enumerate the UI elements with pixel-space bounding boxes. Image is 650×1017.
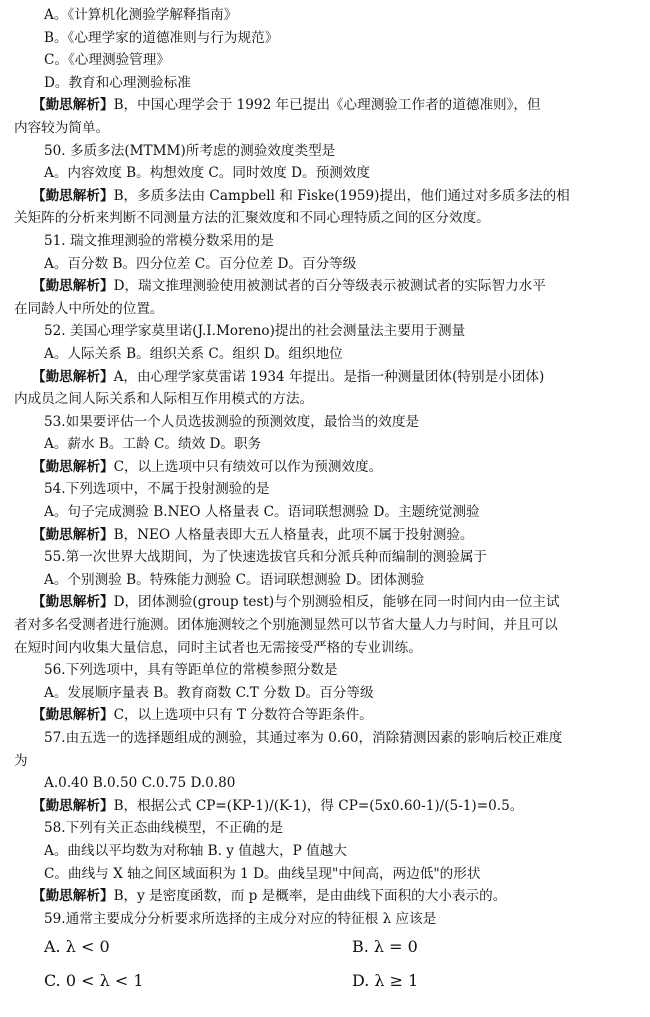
explanation-line — [14, 704, 640, 727]
option-line — [14, 433, 640, 456]
explanation-line — [14, 185, 640, 208]
explanation-line — [14, 94, 640, 117]
line-text: 内成员之间人际关系和人际相互作用模式的方法。 — [14, 391, 314, 408]
explanation-label: 【勤思解析】 — [32, 594, 114, 611]
line-text: 51. 瑞文推理测验的常模分数采用的是 — [44, 232, 274, 249]
line-text: 56.下列选项中，具有等距单位的常模参照分数是 — [44, 662, 338, 679]
line-text: 为 — [14, 752, 28, 769]
option-line — [14, 682, 640, 705]
explanation-label: 【勤思解析】 — [32, 888, 114, 905]
line-text: 54.下列选项中，不属于投射测验的是 — [44, 481, 270, 498]
option-line — [14, 49, 640, 72]
line-text: B，中国心理学会于 1992 年已提出《心理测验工作者的道德准则》，但 — [113, 97, 541, 114]
option-line — [14, 343, 640, 366]
continuation-line — [14, 614, 640, 637]
line-text: A.0.40 B.0.50 C.0.75 D.0.80 — [44, 775, 236, 792]
line-text: 59.通常主要成分分析要求所选择的主成分对应的特征根 λ 应该是 — [44, 910, 437, 927]
line-text: 55.第一次世界大战期间，为了快速选拔官兵和分派兵种而编制的测验属于 — [44, 549, 488, 566]
line-text: 关矩阵的分析来判断不同测量方法的汇聚效度和不同心理特质之间的区分效度。 — [14, 210, 490, 227]
line-text: A。句子完成测验 B.NEO 人格量表 C。语词联想测验 D。主题统觉测验 — [44, 504, 480, 521]
math-option: D. λ ≥ 1 — [352, 971, 419, 991]
explanation-line — [14, 885, 640, 908]
line-text: B，y 是密度函数，而 p 是概率，是由曲线下面积的大小表示的。 — [113, 888, 507, 905]
question-line — [14, 230, 640, 253]
line-text: A。内容效度 B。构想效度 C。同时效度 D。预测效度 — [44, 165, 370, 182]
line-text: 者对多名受测者进行施测。团体施测较之个别施测显然可以节省大量人力与时间，并且可以 — [14, 617, 558, 634]
line-text: A。《计算机化测验学解释指南》 — [44, 7, 238, 23]
option-line — [14, 27, 640, 50]
line-text: A。薪水 B。工龄 C。绩效 D。职务 — [44, 436, 262, 453]
explanation-label: 【勤思解析】 — [32, 707, 114, 724]
math-option: B. λ = 0 — [352, 937, 418, 957]
line-text: 50. 多质多法(MTMM)所考虑的测验效度类型是 — [44, 142, 336, 159]
math-option-row — [14, 964, 640, 998]
explanation-line — [14, 275, 640, 298]
continuation-line — [14, 117, 640, 140]
continuation-line — [14, 298, 640, 321]
line-text: 内容较为简单。 — [14, 119, 110, 136]
line-text: C，以上选项中只有绩效可以作为预测效度。 — [113, 458, 383, 475]
explanation-label: 【勤思解析】 — [32, 278, 114, 295]
question-line — [14, 478, 640, 501]
line-text: C。曲线与 X 轴之间区域面积为 1 D。曲线呈现"中间高，两边低"的形状 — [44, 865, 481, 882]
math-option: A. λ < 0 — [44, 937, 110, 957]
document-page — [14, 4, 640, 998]
line-text: D，团体测验(group test)与个别测验相反，能够在同一时间内由一位主试 — [113, 594, 560, 611]
question-line — [14, 908, 640, 931]
option-line — [14, 72, 640, 95]
line-text: C，以上选项中只有 T 分数符合等距条件。 — [113, 707, 373, 724]
text-body — [14, 4, 640, 930]
option-line — [14, 4, 640, 27]
explanation-label: 【勤思解析】 — [32, 797, 114, 814]
line-text: 57.由五选一的选择题组成的测验，其通过率为 0.60，消除猜测因素的影响后校正难度 — [44, 730, 563, 746]
line-text: 58.下列有关正态曲线模型，不正确的是 — [44, 820, 284, 837]
continuation-line — [14, 388, 640, 411]
question-line — [14, 320, 640, 343]
continuation-line — [14, 207, 640, 230]
line-text: 53.如果要评估一个人员选拔测验的预测效度，最恰当的效度是 — [44, 413, 420, 430]
explanation-line — [14, 456, 640, 479]
line-text: 在短时间内收集大量信息，同时主试者也无需接受严格的专业训练。 — [14, 639, 422, 656]
explanation-line — [14, 591, 640, 614]
math-options — [14, 930, 640, 998]
question-line — [14, 411, 640, 434]
explanation-label: 【勤思解析】 — [32, 97, 114, 114]
line-text: A。个别测验 B。特殊能力测验 C。语词联想测验 D。团体测验 — [44, 571, 425, 588]
explanation-line — [14, 366, 640, 389]
option-line — [14, 162, 640, 185]
question-line — [14, 659, 640, 682]
line-text: B，根据公式 CP=(KP-1)/(K-1)，得 CP=(5x0.60-1)/(5-1)=0.5。 — [113, 797, 524, 814]
explanation-label: 【勤思解析】 — [32, 458, 114, 475]
line-text: A。百分数 B。四分位差 C。百分位差 D。百分等级 — [44, 255, 357, 272]
explanation-line — [14, 795, 640, 818]
line-text: B。《心理学家的道德准则与行为规范》 — [44, 29, 279, 46]
option-line — [14, 772, 640, 795]
line-text: A。人际关系 B。组织关系 C。组织 D。组织地位 — [44, 345, 343, 362]
math-option: C. 0 < λ < 1 — [44, 971, 144, 991]
continuation-line — [14, 750, 640, 773]
option-line — [14, 253, 640, 276]
line-text: D。教育和心理测验标准 — [44, 74, 191, 91]
continuation-line — [14, 637, 640, 660]
explanation-line — [14, 524, 640, 547]
line-text: A，由心理学家莫雷诺 1934 年提出。是指一种测量团体(特别是小团体) — [113, 368, 545, 385]
line-text: B，多质多法由 Campbell 和 Fiske(1959)提出，他们通过对多质多法的相 — [113, 187, 570, 204]
explanation-label: 【勤思解析】 — [32, 526, 114, 543]
line-text: A。发展顺序量表 B。教育商数 C.T 分数 D。百分等级 — [44, 684, 374, 701]
math-option-row — [14, 930, 640, 964]
explanation-label: 【勤思解析】 — [32, 187, 114, 204]
line-text: 52. 美国心理学家莫里诺(J.I.Moreno)提出的社会测量法主要用于测量 — [44, 323, 466, 340]
question-line — [14, 817, 640, 840]
option-line — [14, 863, 640, 886]
line-text: D，瑞文推理测验使用被测试者的百分等级表示被测试者的实际智力水平 — [113, 278, 546, 295]
line-text: B，NEO 人格量表即大五人格量表，此项不属于投射测验。 — [113, 526, 474, 543]
line-text: C。《心理测验管理》 — [44, 52, 170, 69]
question-line — [14, 727, 640, 750]
line-text: 在同龄人中所处的位置。 — [14, 300, 164, 317]
question-line — [14, 140, 640, 163]
option-line — [14, 840, 640, 863]
question-line — [14, 546, 640, 569]
explanation-label: 【勤思解析】 — [32, 368, 114, 385]
option-line — [14, 501, 640, 524]
line-text: A。曲线以平均数为对称轴 B. y 值越大，P 值越大 — [44, 842, 347, 859]
option-line — [14, 569, 640, 592]
